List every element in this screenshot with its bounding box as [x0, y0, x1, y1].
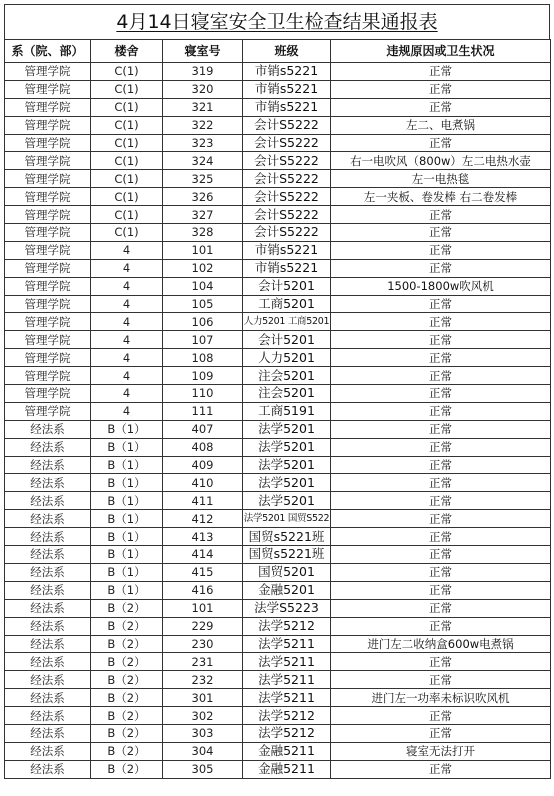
table-row — [5, 170, 551, 188]
status-cell: 正常 — [331, 707, 551, 725]
status-cell: 正常 — [331, 420, 551, 438]
status-cell: 进门左二收纳盒600w电煮锅 — [331, 635, 551, 653]
table-row — [5, 492, 551, 510]
status-cell: 寝室无法打开 — [331, 742, 551, 760]
building-cell: C(1) — [91, 63, 163, 81]
status-cell: 正常 — [331, 474, 551, 492]
department-cell: 经法系 — [5, 724, 91, 742]
department-cell: 经法系 — [5, 635, 91, 653]
status-cell: 正常 — [331, 760, 551, 778]
table-row — [5, 760, 551, 778]
building-cell: B（1） — [91, 492, 163, 510]
room-cell: 415 — [163, 563, 243, 581]
room-cell: 231 — [163, 653, 243, 671]
room-cell: 325 — [163, 170, 243, 188]
department-cell: 管理学院 — [5, 63, 91, 81]
room-cell: 111 — [163, 402, 243, 420]
class-cell: 金融5201 — [243, 581, 331, 599]
class-cell: 会计S5222 — [243, 116, 331, 134]
department-cell: 经法系 — [5, 563, 91, 581]
table-row — [5, 689, 551, 707]
room-cell: 305 — [163, 760, 243, 778]
department-cell: 经法系 — [5, 617, 91, 635]
building-cell: C(1) — [91, 80, 163, 98]
status-cell: 正常 — [331, 241, 551, 259]
room-cell: 101 — [163, 241, 243, 259]
status-cell: 正常 — [331, 528, 551, 546]
department-cell: 经法系 — [5, 528, 91, 546]
status-cell: 正常 — [331, 313, 551, 331]
status-cell: 正常 — [331, 671, 551, 689]
status-cell: 正常 — [331, 438, 551, 456]
class-cell: 市销s5221 — [243, 63, 331, 81]
department-cell: 管理学院 — [5, 295, 91, 313]
table-row — [5, 742, 551, 760]
department-cell: 经法系 — [5, 492, 91, 510]
building-cell: B（2） — [91, 635, 163, 653]
table-row — [5, 546, 551, 564]
department-cell: 经法系 — [5, 599, 91, 617]
header-room: 寝室号 — [163, 40, 243, 63]
table-row — [5, 420, 551, 438]
room-cell: 230 — [163, 635, 243, 653]
status-cell: 正常 — [331, 617, 551, 635]
building-cell: B（1） — [91, 474, 163, 492]
room-cell: 413 — [163, 528, 243, 546]
table-row — [5, 80, 551, 98]
status-cell: 正常 — [331, 599, 551, 617]
class-cell: 市销s5221 — [243, 259, 331, 277]
status-cell: 正常 — [331, 653, 551, 671]
department-cell: 管理学院 — [5, 313, 91, 331]
department-cell: 管理学院 — [5, 134, 91, 152]
status-cell: 正常 — [331, 456, 551, 474]
status-cell: 正常 — [331, 295, 551, 313]
class-cell: 国贸s5221班 — [243, 546, 331, 564]
room-cell: 104 — [163, 277, 243, 295]
class-cell: 会计S5222 — [243, 134, 331, 152]
room-cell: 229 — [163, 617, 243, 635]
table-row — [5, 456, 551, 474]
table-row — [5, 438, 551, 456]
table-row — [5, 707, 551, 725]
room-cell: 409 — [163, 456, 243, 474]
department-cell: 经法系 — [5, 474, 91, 492]
room-cell: 319 — [163, 63, 243, 81]
department-cell: 经法系 — [5, 689, 91, 707]
department-cell: 经法系 — [5, 707, 91, 725]
building-cell: B（1） — [91, 510, 163, 528]
room-cell: 301 — [163, 689, 243, 707]
department-cell: 管理学院 — [5, 259, 91, 277]
building-cell: 4 — [91, 367, 163, 385]
department-cell: 管理学院 — [5, 349, 91, 367]
building-cell: B（1） — [91, 438, 163, 456]
class-cell: 法学5211 — [243, 671, 331, 689]
status-cell: 正常 — [331, 492, 551, 510]
class-cell: 工商5201 — [243, 295, 331, 313]
status-cell: 1500-1800w吹风机 — [331, 277, 551, 295]
table-row — [5, 671, 551, 689]
status-cell: 正常 — [331, 134, 551, 152]
department-cell: 管理学院 — [5, 402, 91, 420]
header-class: 班级 — [243, 40, 331, 63]
table-row — [5, 277, 551, 295]
table-row — [5, 116, 551, 134]
table-row — [5, 313, 551, 331]
building-cell: B（2） — [91, 671, 163, 689]
status-cell: 正常 — [331, 510, 551, 528]
building-cell: C(1) — [91, 98, 163, 116]
table-row — [5, 63, 551, 81]
building-cell: 4 — [91, 313, 163, 331]
building-cell: B（1） — [91, 528, 163, 546]
table-row — [5, 653, 551, 671]
status-cell: 正常 — [331, 331, 551, 349]
department-cell: 管理学院 — [5, 224, 91, 242]
department-cell: 管理学院 — [5, 277, 91, 295]
status-cell: 正常 — [331, 402, 551, 420]
building-cell: C(1) — [91, 224, 163, 242]
building-cell: 4 — [91, 385, 163, 403]
table-row — [5, 599, 551, 617]
room-cell: 302 — [163, 707, 243, 725]
room-cell: 323 — [163, 134, 243, 152]
status-cell: 正常 — [331, 206, 551, 224]
class-cell: 会计S5222 — [243, 188, 331, 206]
department-cell: 管理学院 — [5, 170, 91, 188]
table-row — [5, 134, 551, 152]
building-cell: B（2） — [91, 653, 163, 671]
class-cell: 法学5212 — [243, 617, 331, 635]
table-row — [5, 402, 551, 420]
building-cell: B（2） — [91, 760, 163, 778]
building-cell: B（1） — [91, 456, 163, 474]
table-row — [5, 349, 551, 367]
status-cell: 正常 — [331, 349, 551, 367]
room-cell: 304 — [163, 742, 243, 760]
building-cell: B（2） — [91, 617, 163, 635]
building-cell: 4 — [91, 349, 163, 367]
class-cell: 会计S5222 — [243, 170, 331, 188]
table-row — [5, 474, 551, 492]
building-cell: 4 — [91, 277, 163, 295]
status-cell: 正常 — [331, 367, 551, 385]
building-cell: 4 — [91, 241, 163, 259]
room-cell: 414 — [163, 546, 243, 564]
status-cell: 正常 — [331, 563, 551, 581]
table-row — [5, 724, 551, 742]
building-cell: B（2） — [91, 689, 163, 707]
department-cell: 管理学院 — [5, 206, 91, 224]
department-cell: 管理学院 — [5, 331, 91, 349]
class-cell: 注会5201 — [243, 367, 331, 385]
department-cell: 管理学院 — [5, 188, 91, 206]
table-row — [5, 259, 551, 277]
status-cell: 正常 — [331, 581, 551, 599]
department-cell: 管理学院 — [5, 116, 91, 134]
building-cell: 4 — [91, 331, 163, 349]
building-cell: C(1) — [91, 170, 163, 188]
class-cell: 市销s5221 — [243, 241, 331, 259]
class-cell: 国贸s5221班 — [243, 528, 331, 546]
table-row — [5, 206, 551, 224]
room-cell: 416 — [163, 581, 243, 599]
building-cell: B（1） — [91, 581, 163, 599]
report-sheet — [4, 4, 550, 779]
class-cell: 法学5211 — [243, 635, 331, 653]
room-cell: 324 — [163, 152, 243, 170]
table-row — [5, 385, 551, 403]
room-cell: 108 — [163, 349, 243, 367]
inspection-table — [4, 39, 551, 779]
status-cell: 正常 — [331, 63, 551, 81]
building-cell: B（2） — [91, 742, 163, 760]
class-cell: 会计5201 — [243, 331, 331, 349]
status-cell: 左一电热毯 — [331, 170, 551, 188]
building-cell: B（1） — [91, 546, 163, 564]
room-cell: 411 — [163, 492, 243, 510]
department-cell: 经法系 — [5, 456, 91, 474]
class-cell: 法学5211 — [243, 689, 331, 707]
department-cell: 经法系 — [5, 581, 91, 599]
class-cell: 市销s5221 — [243, 80, 331, 98]
class-cell: 法学5211 — [243, 653, 331, 671]
class-cell: 法学5201 国贸S522 — [243, 510, 331, 528]
department-cell: 管理学院 — [5, 385, 91, 403]
class-cell: 注会5201 — [243, 385, 331, 403]
table-row — [5, 224, 551, 242]
table-row — [5, 563, 551, 581]
building-cell: 4 — [91, 295, 163, 313]
department-cell: 管理学院 — [5, 152, 91, 170]
room-cell: 101 — [163, 599, 243, 617]
room-cell: 110 — [163, 385, 243, 403]
report-title: 4月14日寝室安全卫生检查结果通报表 — [4, 4, 550, 39]
building-cell: B（2） — [91, 599, 163, 617]
building-cell: C(1) — [91, 188, 163, 206]
room-cell: 322 — [163, 116, 243, 134]
table-row — [5, 98, 551, 116]
table-row — [5, 188, 551, 206]
class-cell: 会计S5222 — [243, 224, 331, 242]
status-cell: 左一夹板、卷发棒 右二卷发棒 — [331, 188, 551, 206]
class-cell: 法学5201 — [243, 474, 331, 492]
class-cell: 金融5211 — [243, 760, 331, 778]
class-cell: 工商5191 — [243, 402, 331, 420]
department-cell: 经法系 — [5, 420, 91, 438]
class-cell: 法学S5223 — [243, 599, 331, 617]
department-cell: 经法系 — [5, 671, 91, 689]
building-cell: B（2） — [91, 707, 163, 725]
room-cell: 407 — [163, 420, 243, 438]
table-row — [5, 241, 551, 259]
room-cell: 326 — [163, 188, 243, 206]
table-body — [5, 63, 551, 779]
building-cell: 4 — [91, 259, 163, 277]
status-cell: 正常 — [331, 724, 551, 742]
class-cell: 人力5201 — [243, 349, 331, 367]
room-cell: 412 — [163, 510, 243, 528]
status-cell: 正常 — [331, 259, 551, 277]
header-building: 楼舍 — [91, 40, 163, 63]
room-cell: 107 — [163, 331, 243, 349]
department-cell: 管理学院 — [5, 367, 91, 385]
table-row — [5, 295, 551, 313]
status-cell: 进门左一功率未标识吹风机 — [331, 689, 551, 707]
room-cell: 410 — [163, 474, 243, 492]
department-cell: 管理学院 — [5, 80, 91, 98]
room-cell: 320 — [163, 80, 243, 98]
class-cell: 会计S5222 — [243, 206, 331, 224]
class-cell: 法学5201 — [243, 420, 331, 438]
status-cell: 正常 — [331, 80, 551, 98]
department-cell: 经法系 — [5, 760, 91, 778]
status-cell: 左二、电煮锅 — [331, 116, 551, 134]
department-cell: 经法系 — [5, 742, 91, 760]
class-cell: 人力5201 工商5201 — [243, 313, 331, 331]
room-cell: 109 — [163, 367, 243, 385]
room-cell: 327 — [163, 206, 243, 224]
table-row — [5, 581, 551, 599]
room-cell: 106 — [163, 313, 243, 331]
department-cell: 经法系 — [5, 546, 91, 564]
class-cell: 市销s5221 — [243, 98, 331, 116]
class-cell: 国贸5201 — [243, 563, 331, 581]
class-cell: 金融5211 — [243, 742, 331, 760]
building-cell: C(1) — [91, 134, 163, 152]
building-cell: B（1） — [91, 563, 163, 581]
department-cell: 经法系 — [5, 438, 91, 456]
class-cell: 法学5212 — [243, 707, 331, 725]
class-cell: 法学5201 — [243, 492, 331, 510]
table-row — [5, 528, 551, 546]
building-cell: B（2） — [91, 724, 163, 742]
status-cell: 正常 — [331, 98, 551, 116]
room-cell: 303 — [163, 724, 243, 742]
status-cell: 正常 — [331, 224, 551, 242]
class-cell: 会计5201 — [243, 277, 331, 295]
building-cell: C(1) — [91, 206, 163, 224]
table-row — [5, 617, 551, 635]
room-cell: 328 — [163, 224, 243, 242]
department-cell: 经法系 — [5, 653, 91, 671]
room-cell: 105 — [163, 295, 243, 313]
header-status: 违规原因或卫生状况 — [331, 40, 551, 63]
status-cell: 正常 — [331, 546, 551, 564]
building-cell: B（1） — [91, 420, 163, 438]
department-cell: 管理学院 — [5, 98, 91, 116]
class-cell: 会计S5222 — [243, 152, 331, 170]
status-cell: 正常 — [331, 385, 551, 403]
department-cell: 管理学院 — [5, 241, 91, 259]
building-cell: 4 — [91, 402, 163, 420]
header-department: 系（院、部） — [5, 40, 91, 63]
room-cell: 321 — [163, 98, 243, 116]
table-row — [5, 367, 551, 385]
class-cell: 法学5212 — [243, 724, 331, 742]
table-row — [5, 510, 551, 528]
table-header-row — [5, 40, 551, 63]
table-row — [5, 635, 551, 653]
class-cell: 法学5201 — [243, 456, 331, 474]
building-cell: C(1) — [91, 116, 163, 134]
room-cell: 232 — [163, 671, 243, 689]
table-row — [5, 331, 551, 349]
class-cell: 法学5201 — [243, 438, 331, 456]
status-cell: 右一电吹风（800w）左二电热水壶 — [331, 152, 551, 170]
building-cell: C(1) — [91, 152, 163, 170]
room-cell: 408 — [163, 438, 243, 456]
room-cell: 102 — [163, 259, 243, 277]
table-row — [5, 152, 551, 170]
department-cell: 经法系 — [5, 510, 91, 528]
